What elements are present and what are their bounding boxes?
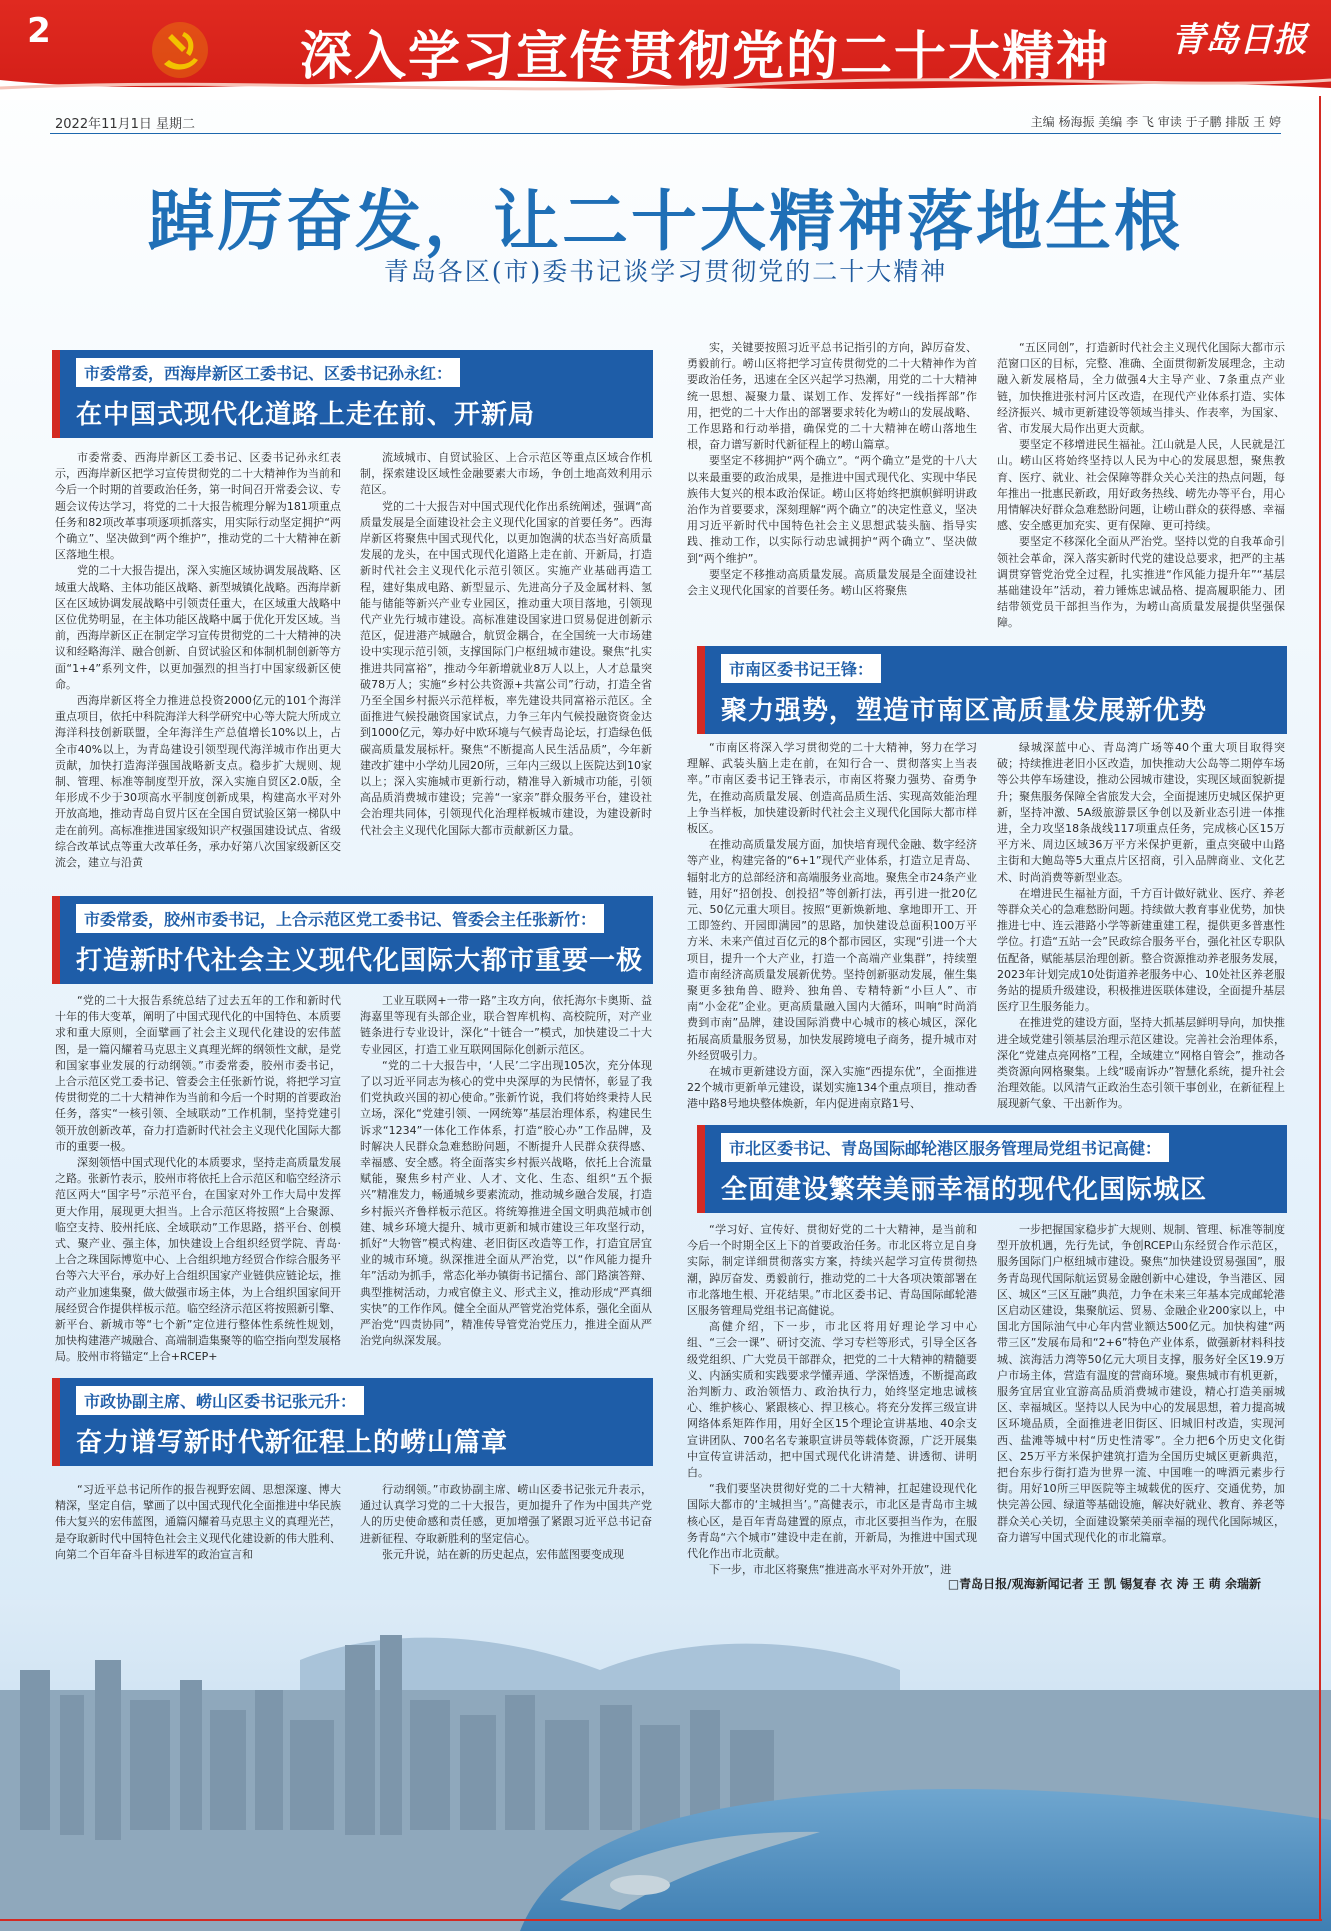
paragraph: 张元升说，站在新的历史起点，宏伟蓝图要变成现 <box>382 1547 624 1561</box>
newspaper-brand: 青岛日报 <box>1171 20 1307 60</box>
section-header-west-coast <box>52 350 653 438</box>
paragraph: 在增进民生福祉方面，千方百计做好就业、医疗、养老等群众关心的急难愁盼问题。持续做大教育事业优势，加快推进七中、连云港路小学等新建重建工程，提供更多普惠性学位。打造“五站一会”民政综合服务平台，强化社区专职队伍配备，赋能基层治理创新。整合资源推动养老服务发展，2023年计划完成10处街道养老服务中心、10处社区养老服务站的提质升级建设，积极推进医联体建设，全面提升基层医疗卫生服务能力。 <box>997 886 1285 1014</box>
paragraph: 行动纲领。”市政协副主席、崂山区委书记张元升表示，通过认真学习党的二十大报告，更加提升了作为中国共产党人的历史使命感和责任感，更加增强了紧跟习近平总书记奋进新征程、夺取新胜利的坚定信心。 <box>360 1483 652 1545</box>
section-title: 打造新时代社会主义现代化国际大都市重要一极 <box>76 946 644 976</box>
banner-title: 深入学习宣传贯彻党的二十大精神 <box>300 26 1111 87</box>
article-column <box>687 740 977 1111</box>
page-subheadline: 青岛各区(市)委书记谈学习贯彻党的二十大精神 <box>383 257 948 286</box>
page-border-right <box>1319 96 1321 1921</box>
article-column <box>360 450 652 850</box>
paragraph: “市南区将深入学习贯彻党的二十大精神，努力在学习理解、武装头脑上走在前，在知行合一、贯彻落实上当表率。”市南区委书记王锋表示，市南区将聚力强势、奋勇争先，在推动高质量发展、创造高品质生活、实现高效能治理上争当样板，加快建设新时代社会主义现代化国际大都市样板区。 <box>687 741 977 836</box>
paragraph: “学习好、宣传好、贯彻好党的二十大精神，是当前和今后一个时期全区上下的首要政治任务。市北区将立足自身实际，制定详细贯彻落实方案，持续兴起学习宣传贯彻热潮，踔厉奋发、勇毅前行，推动党的二十大各项决策部署在市北落地生根、开花结果。”市北区委书记、青岛国际邮轮港区服务管理局党组书记高健说。 <box>687 1223 977 1318</box>
article-column <box>360 1482 652 1582</box>
section-speaker: 市南区委书记王锋： <box>721 654 881 683</box>
dateline: 2022年11月1日 星期二 <box>55 117 196 132</box>
article-column <box>997 1222 1285 1567</box>
paragraph: “习近平总书记所作的报告视野宏阔、思想深邃、博大精深，坚定自信，擘画了以中国式现代化全面推进中华民族伟大复兴的宏伟蓝图，通篇闪耀着马克思主义的真理光芒，是夺取新时代中国特色社会主义现代化建设新的伟大胜利、向第二个百年奋斗目标进军的政治宣言和 <box>55 1483 341 1561</box>
article-column <box>687 340 977 622</box>
paragraph: 在推动高质量发展方面，加快培育现代金融、数字经济等产业，构建完备的“6+1”现代产业体系，打造立足青岛、辐射北方的总部经济和高端服务业高地。聚焦全市24条产业链，用好“招创投、创投招”等创新打法，再引进一批20亿元、50亿元重大项目。按照“更新焕新地、拿地即开工、开工即签约、开园即满园”的思路，加快建设总面积100万平方米、未来产值过百亿元的8个都市园区，实现“引进一个大项目，提升一个大产业，打造一个高端产业集群”，持续塑造市南经济高质量发展新优势。坚持创新驱动发展，催生集聚更多独角兽、瞪羚、独角兽、专精特新“小巨人”、市南“小金花”企业。更高质量融入国内大循环，叫响“时尚消费到市南”品牌，建设国际消费中心城市的核心城区，深化拓展高质量服务贸易，加快发展跨境电子商务，提升城市对外经贸吸引力。 <box>687 838 977 1062</box>
city-skyline-photo <box>0 1600 1331 1931</box>
paragraph: 要坚定不移拥护“两个确立”。“两个确立”是党的十八大以来最重要的政治成果，是推进中国式现代化、实现中华民族伟大复兴的根本政治保证。崂山区将始终把旗帜鲜明讲政治作为首要要求，深刻理解“两个确立”的决定性意义，坚决用习近平新时代中国特色社会主义思想武装头脑、指导实践、推动工作，以实际行动忠诚拥护“两个确立”、坚决做到“两个维护”。 <box>687 454 977 565</box>
section-title: 在中国式现代化道路上走在前、开新局 <box>76 400 536 430</box>
paragraph: 要坚定不移增进民生福祉。江山就是人民，人民就是江山。崂山区将始终坚持以人民为中心的发展思想，聚焦教育、医疗、就业、社会保障等群众关心关注的热点问题，每年推出一批惠民新政，用好政务热线、崂先办等平台，用心用情解决好群众急难愁盼问题，让崂山群众的获得感、幸福感、安全感更加充实、更有保障、更可持续。 <box>997 438 1285 533</box>
paragraph: 在城市更新建设方面，深入实施“西提东优”，全面推进22个城市更新单元建设，谋划实施134个重点项目，推动香港中路8号地块整体焕新，年内促进南京路1号、 <box>687 1065 977 1111</box>
party-emblem-icon <box>150 20 210 80</box>
section-header-shibei <box>697 1125 1287 1213</box>
page-headline: 踔厉奋发，让二十大精神落地生根 <box>148 182 1183 260</box>
paragraph: 下一步，市北区将聚焦“推进高水平对外开放”，进 <box>709 1563 952 1577</box>
top-banner <box>0 0 1331 96</box>
reporter-byline: □青岛日报/观海新闻记者 王 凯 锡复春 衣 涛 王 萌 余瑞新 <box>947 1577 1261 1591</box>
paragraph: 深刻领悟中国式现代化的本质要求，坚持走高质量发展之路。张新竹表示，胶州市将依托上合示范区和临空经济示范区两大“国字号”示范平台，在国家对外工作大局中发挥更大作用，展现更大担当。上合示范区将按照“上合聚源、临空支持、胶州托底、全域联动”工作思路，搭平台、创模式、聚产业、强主体，加快建设上合组织经贸学院、青岛·上合之珠国际博览中心、上合组织地方经贸合作综合服务平台等六大平台，承办好上合组织国家产业链供应链论坛，推动产业加速集聚，做大做强市场主体，为上合组织国家间开展经贸合作提供样板示范。临空经济示范区将按照新引擎、新平台、新城市等“七个新”定位进行整体性系统性规划，加快构建港产城融合、高端制造集聚等的临空指向型发展格局。胶州市将锚定“上合+RCEP+ <box>55 1156 341 1364</box>
article-column <box>997 740 1285 1111</box>
paragraph: 市委常委、西海岸新区工委书记、区委书记孙永红表示，西海岸新区把学习宣传贯彻党的二十大精神作为当前和今后一个时期的首要政治任务，第一时间召开常委会议、专题会议传达学习，将党的二十大报告梳理分解为181项重点任务和82项改革事项逐项抓落实，用实际行动坚定拥护“两个确立”、坚决做到“两个维护”，推动党的二十大精神在新区落地生根。 <box>55 451 341 562</box>
header-rule <box>50 133 1281 134</box>
article-column <box>997 340 1285 630</box>
section-title: 奋力谱写新时代新征程上的崂山篇章 <box>76 1428 509 1458</box>
section-title: 全面建设繁荣美丽幸福的现代化国际城区 <box>721 1175 1208 1205</box>
section-speaker: 市委常委，西海岸新区工委书记、区委书记孙永红： <box>76 358 460 387</box>
paragraph: 高健介绍，下一步，市北区将用好理论学习中心组、“三会一课”、研讨交流、学习专栏等形式，引导全区各级党组织、广大党员干部群众，把党的二十大精神的精髓要义、内涵实质和实践要求学懂弄通、学深悟透，不断提高政治判断力、政治领悟力、政治执行力，始终坚定地忠诚核心、维护核心、紧跟核心、捍卫核心。将充分发挥三级宣讲网络体系矩阵作用，用好全区15个理论宣讲基地、40余支宣讲团队、700名名专兼职宣讲员等载体资源，广泛开展集中宣传宣讲活动，把中国式现代化讲清楚、讲透彻、讲明白。 <box>687 1320 977 1480</box>
article-column <box>687 1222 977 1577</box>
paragraph: 西海岸新区将全力推进总投资2000亿元的101个海洋重点项目，依托中科院海洋大科学研究中心等大院大所成立海洋科技创新联盟，全年海洋生产总值增长10%以上，占全市40%以上，为青岛建设引领型现代海洋城市作出更大贡献，加快打造海洋强国战略新支点。稳步扩大规则、规制、管理、标准等制度型开放，深入实施自贸区2.0版，全年形成不少于30项高水平制度创新成果，构建高水平对外开放高地，推动青岛自贸片区在全国自贸试验区第一梯队中走在前列。高标准推进国家级知识产权强国建设试点、省级综合改革试点等重大改革任务，承办好第八次国家级新区交流会，建立与沿黄 <box>55 694 341 870</box>
paragraph: 要坚定不移推动高质量发展。高质量发展是全面建设社会主义现代化国家的首要任务。崂山区将聚焦 <box>687 567 977 598</box>
paragraph: 实，关键要按照习近平总书记指引的方向，踔厉奋发、勇毅前行。崂山区将把学习宣传贯彻党的二十大精神作为首要政治任务，迅速在全区兴起学习热潮，用党的二十大精神统一思想、凝聚力量、谋划工作、发挥好“一线指挥部”作用，把党的二十大作出的部署要求转化为崂山的发展战略、工作思路和行动举措，确保党的二十大精神在崂山落地生根，奋力谱写新时代新征程上的崂山篇章。 <box>687 341 977 452</box>
paragraph: 在推进党的建设方面，坚持大抓基层鲜明导向，加快推进全域党建引领基层治理示范区建设。完善社会治理体系，深化“党建点亮网格”工程，全域建立“网格自管会”，推动各类资源向网格聚集。上线“暖南诉办”智慧化系统，提升社会治理效能。以风清气正政治生态引领干事创业，在新征程上展现新气象、干出新作为。 <box>997 1016 1285 1111</box>
article-column <box>360 993 652 1365</box>
paragraph: 党的二十大报告提出，深入实施区域协调发展战略、区域重大战略、主体功能区战略、新型城镇化战略。西海岸新区在区域协调发展战略中引领责任重大，在区域重大战略中区位优势明显，在主体功能区战略中属于优化开发区域。当前，西海岸新区正在制定学习宣传贯彻党的二十大精神的决议和经略海洋、融合创新、自贸试验区和体制机制创新等方面“1+4”系列文件，以更加强烈的担当打中国家级新区使命。 <box>55 564 341 691</box>
section-speaker: 市委常委，胶州市委书记，上合示范区党工委书记、管委会主任张新竹： <box>76 904 604 933</box>
paragraph: “党的二十大报告中，‘人民’二字出现105次，充分体现了以习近平同志为核心的党中央深厚的为民情怀，彰显了我们党执政兴国的初心使命。”张新竹说，我们将始终秉持人民立场，深化“党建引领、一网统筹”基层治理体系，构建民生诉求“1234”一体化工作体系，打造“胶心办”工作品牌，及时解决人民群众急难愁盼问题，不断提升人民群众获得感、幸福感、安全感。将全面落实乡村振兴战略，依托上合流量赋能，聚焦乡村产业、人才、文化、生态、组织“五个振兴”精准发力，畅通城乡要素流动，推动城乡融合发展，打造乡村振兴齐鲁样板示范区。将统筹推进全国文明典范城市创建、城乡环境大提升、城市更新和城市建设三年攻坚行动，抓好“大物管”模式构建、老旧街区改造等工作，打造宜居宜业的城市环境。纵深推进全面从严治党，以“作风能力提升年”活动为抓手，常态化举办镇街书记擂台、部门路演答辩、典型推树活动，力戒官僚主义、形式主义，推动形成“严真细实快”的工作作风。健全全面从严管党治党体系，强化全面从严治党“四责协同”，精准传导管党治党压力，推进全面从严治党向纵深发展。 <box>360 1058 652 1348</box>
page-border-bottom <box>0 1919 1322 1921</box>
article-column <box>55 450 341 870</box>
article-column <box>55 993 341 1365</box>
article-column <box>55 1482 341 1582</box>
section-speaker: 市政协副主席、崂山区委书记张元升： <box>76 1386 364 1415</box>
paragraph: 工业互联网+一带一路”主攻方向，依托海尔卡奥斯、益海嘉里等现有头部企业，联合智库机构、高校院所，对产业链条进行专业设计，深化“十链合一”模式，加快建设二十大专业园区，打造工业互联网国际化创新示范区。 <box>360 994 652 1056</box>
section-header-laoshan <box>52 1378 653 1466</box>
section-header-jiaozhou <box>52 896 653 984</box>
section-header-shinan <box>697 646 1287 734</box>
paragraph: 要坚定不移深化全面从严治党。坚持以党的自我革命引领社会革命，深入落实新时代党的建设总要求，把严的主基调贯穿管党治党全过程，扎实推进“作风能力提升年”“基层基础建设年”活动，着力锤炼忠诚品格、提高履职能力、团结带领党员干部担当作为，为崂山高质量发展提供坚强保障。 <box>997 535 1285 630</box>
section-speaker: 市北区委书记、青岛国际邮轮港区服务管理局党组书记高健： <box>721 1133 1169 1162</box>
paragraph: “五区同创”，打造新时代社会主义现代化国际大都市示范窗口区的目标，完整、准确、全面贯彻新发展理念，主动融入新发展格局，全力做强4大主导产业、7条重点产业链，加快推进张村河片区改造，在现代产业体系打造、实体经济振兴、城市更新建设等领域当排头、作表率，为国家、省、市发展大局作出更大贡献。 <box>997 341 1285 436</box>
section-title: 聚力强势，塑造市南区高质量发展新优势 <box>721 696 1208 726</box>
page-number: 2 <box>27 11 51 51</box>
editor-credits: 主编 杨海振 美编 李 飞 审读 于子鹏 排版 王 婷 <box>1030 115 1281 129</box>
paragraph: 党的二十大报告对中国式现代化作出系统阐述，强调“高质量发展是全面建设社会主义现代化国家的首要任务”。西海岸新区将聚焦中国式现代化，以更加饱满的状态当好高质量发展的龙头，在中国式现代化道路上走在前、开新局，打造新时代社会主义现代化示范引领区。实施产业基础再造工程，建好集成电路、新型显示、先进高分子及金属材料、氢能与储能等新兴产业专业园区，推动重大项目落地，引领现代产业先行城市建设。高标准建设国家进口贸易促进创新示范区，促进港产城融合，航贸金耦合，在全国统一大市场建设中实现示范引领，支撑国际门户枢纽城市建设。聚焦“扎实推进共同富裕”，推动今年新增就业8万人以上，人才总量突破78万人；实施“乡村公共资源+共富公司”行动，打造全省乃至全国乡村振兴示范样板，率先建设共同富裕示范区。全面推进气候投融资国家试点，力争三年内气候投融资资金达到1000亿元，筹办好中欧环境与气候青岛论坛，打造绿色低碳高质量发展标杆。聚焦“不断提高人民生活品质”，今年新建改扩建中小学幼儿园20所，三年内三级以上医院达到10家以上；深入实施城市更新行动，精准导入新城市功能，引领高品质消费城市建设；完善“一家亲”群众服务平台，建设社会治理共同体，引领现代化治理样板城市建设，为建设新时代社会主义现代化国际大都市贡献新区力量。 <box>360 499 652 837</box>
paragraph: “党的二十大报告系统总结了过去五年的工作和新时代十年的伟大变革，阐明了中国式现代化的中国特色、本质要求和重大原则，全面擘画了社会主义现代化建设的宏伟蓝图，是一篇闪耀着马克思主义真理光辉的纲领性文献，是党和国家事业发展的行动纲领。”市委常委，胶州市委书记，上合示范区党工委书记、管委会主任张新竹说，将把学习宣传贯彻党的二十大精神作为当前和今后一个时期的首要政治任务，落实“一核引领、全域联动”工作机制，坚持党建引领开放创新改革，奋力打造新时代社会主义现代化国际大都市的重要一极。 <box>55 994 341 1153</box>
paragraph: 绿城深蓝中心、青岛湾广场等40个重大项目取得突破；持续推进老旧小区改造，加快推动大公岛等二期停车场等公共停车场建设，推动公园城市建设，实现区域面貌新提升；聚焦服务保障全省旅发大会，全面提速历史城区保护更新，坚持冲激、5A级旅游景区争创以及新业态引进一体推进，全力攻坚18条战线117项重点任务，完成核心区15万平方米、周边区域36万平方米保护更新，重点突破中山路主街和大鲍岛等5大重点片区招商，引入品牌商业、文化艺术、时尚消费等新型业态。 <box>997 741 1285 884</box>
paragraph: 流域城市、自贸试验区、上合示范区等重点区域合作机制，探索建设区域性金融要素大市场，争创土地高效利用示范区。 <box>360 451 652 497</box>
paragraph: “我们要坚决贯彻好党的二十大精神，扛起建设现代化国际大都市的‘主城担当’。”高健表示，市北区是青岛市主城核心区，是百年青岛建置的原点，市北区要担当作为，在服务青岛“六个城市”建设中走在前，开新局，为推进中国式现代化作出市北贡献。 <box>687 1482 977 1561</box>
paragraph: 一步把握国家稳步扩大规则、规制、管理、标准等制度型开放机遇，先行先试，争创RCEP山东经贸合作示范区，服务国际门户枢纽城市建设。聚焦“加快建设贸易强国”，服务青岛现代国际航运贸易金融创新中心建设，争当港区、园区、城区“三区互融”典范，力争在未来三年基本完成邮轮港区启动区建设，集聚航运、贸易、金融企业200家以上，中国北方国际油气中心年内营业额达500亿元。加快构建“两带三区”发展布局和“2+6”特色产业体系，做强新材料科技城、滨海活力湾等50亿元大项目支撑，服务好全区19.9万户市场主体，营造有温度的营商环境。聚焦城市有机更新，服务宜居宜业宜游高品质消费城市建设，精心打造美丽城区、幸福城区。坚持以人民为中心的发展思想，着力提高城区环境品质，全面推进老旧街区、旧城旧村改造，实现河西、盐滩等城中村“历史性清零”。全力把6个历史文化街区、25万平方米保护建筑打造为全国历史城区更新典范，把台东步行街打造为世界一流、中国唯一的啤酒元素步行街。用好10所三甲医院等主城载优的医疗、交通优势，加快完善公园、绿道等基础设施，解决好就业、教育、养老等群众关心关切，全面建设繁荣美丽幸福的现代化国际城区，奋力谱写中国式现代化的市北篇章。 <box>997 1223 1285 1544</box>
